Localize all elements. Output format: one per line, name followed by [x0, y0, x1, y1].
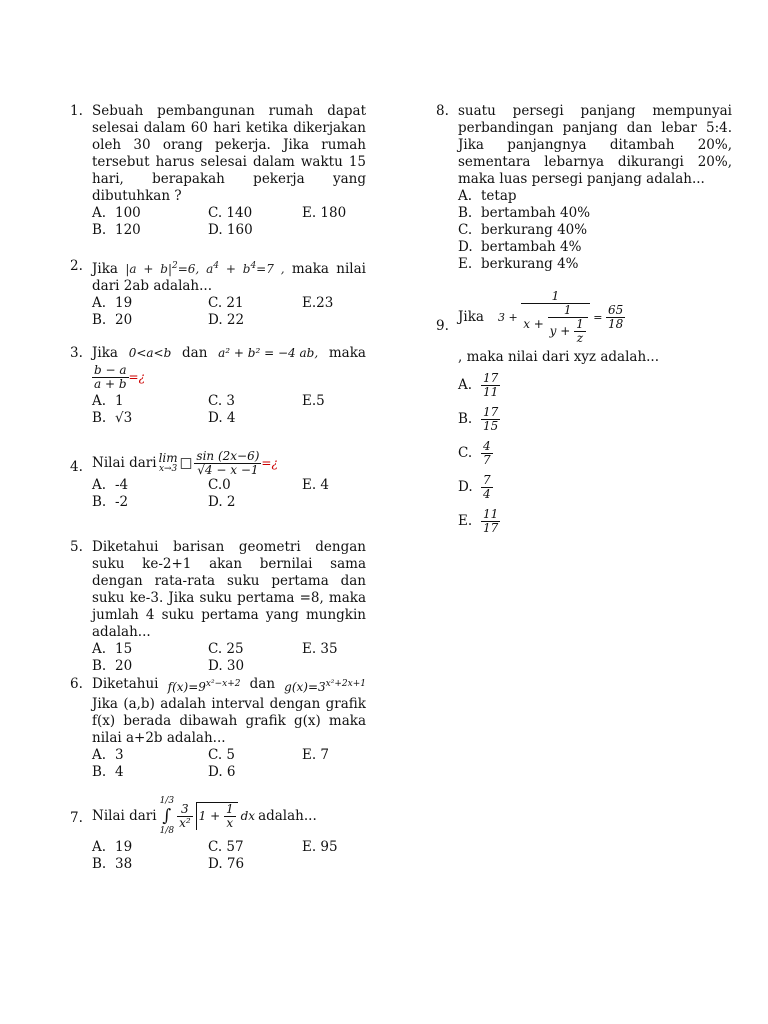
question-number: 3.	[70, 345, 83, 361]
text-fragment: D. 2	[208, 494, 236, 510]
text-fragment: Nilai dari	[92, 807, 157, 824]
options	[436, 368, 732, 538]
question-9	[436, 290, 732, 538]
text-fragment: 20	[115, 658, 133, 674]
text-fragment: 11	[483, 506, 499, 521]
question-text: suatu persegi panjang mempunyai perbandingan panjang dan lebar 5:4. Jika panjangnya ditambah 20%, sementara lebarnya dikurangi 20%, maka luas persegi panjang adalah...	[458, 103, 732, 187]
option-b: 120	[115, 222, 141, 238]
option-d: D. 160	[208, 222, 253, 238]
text-fragment: 1/3	[159, 796, 175, 806]
text-fragment: B.	[92, 494, 107, 510]
text-fragment: B.	[92, 410, 107, 426]
text-fragment: A.	[92, 477, 107, 493]
text-fragment: 18	[607, 317, 624, 331]
text-fragment: x→3	[158, 463, 178, 474]
text-fragment: 20	[115, 312, 133, 328]
text-fragment: B.	[92, 764, 107, 780]
question-2	[70, 258, 366, 329]
options	[70, 295, 366, 329]
text-fragment: tetap	[481, 188, 517, 204]
text-fragment: C.0	[208, 477, 231, 493]
text-fragment: a + b	[94, 377, 127, 391]
question-5	[70, 539, 366, 675]
text-fragment: D. 6	[208, 764, 236, 780]
text-fragment: maka	[328, 345, 366, 361]
text-fragment: bertambah 40%	[481, 205, 591, 221]
text-fragment: =¿	[128, 370, 146, 384]
text-fragment: b − a	[94, 363, 127, 377]
question-number: 4.	[70, 459, 83, 475]
text-fragment: E.	[458, 256, 473, 272]
text-fragment: E.5	[302, 393, 325, 409]
text-fragment: 7	[483, 472, 491, 487]
continued-fraction: 3 + 1 x + 1 y + $\frac{1}{z}$ = $\frac{65}{18}$	[497, 289, 624, 345]
text-fragment: A.	[458, 188, 473, 204]
text-fragment: 3	[177, 803, 193, 817]
options	[70, 747, 366, 781]
text-fragment: dan	[182, 345, 208, 361]
text-fragment: Jika	[92, 345, 118, 361]
text-fragment: 15	[115, 641, 133, 657]
question-number: 5.	[70, 539, 83, 555]
question-text	[92, 258, 366, 295]
text-fragment: C.	[458, 444, 473, 461]
question-number: 2.	[70, 258, 83, 274]
options	[436, 188, 732, 273]
text-fragment: C. 25	[208, 641, 244, 657]
text-fragment: C. 5	[208, 747, 236, 763]
text-fragment: Nilai dari	[92, 455, 157, 471]
text-fragment: C.	[458, 222, 473, 238]
text-fragment: 17	[483, 404, 499, 419]
fraction-expression	[92, 364, 366, 391]
question-text	[92, 676, 366, 696]
text-fragment: C. 21	[208, 295, 244, 311]
question-number: 8.	[436, 103, 449, 119]
text-fragment: A.	[92, 295, 107, 311]
question-6	[70, 676, 366, 781]
text-fragment: B.	[458, 205, 473, 221]
text-fragment: 3	[115, 747, 124, 763]
text-fragment: =6, a	[177, 262, 214, 276]
question-number: 9.	[436, 318, 449, 334]
text-fragment: 4	[115, 764, 124, 780]
text-fragment: 0<a<b	[128, 346, 172, 360]
question-number: 7.	[70, 810, 83, 826]
text-fragment: berkurang 40%	[481, 222, 588, 238]
question-text: Sebuah pembangunan rumah dapat selesai dalam 60 hari ketika dikerjakan oleh 30 orang pekerja. Jika rumah tersebut harus selesai dalam waktu 15 hari, berapakah pekerja yang dibutuhkan ?	[92, 103, 366, 204]
text-fragment: □	[179, 455, 193, 471]
text-fragment: 11	[483, 384, 499, 399]
option-c: C. 140	[208, 205, 253, 221]
text-fragment: lim	[158, 450, 178, 465]
option-label: B.	[92, 222, 107, 238]
text-fragment: bertambah 4%	[481, 239, 582, 255]
text-fragment: x²	[179, 815, 191, 830]
text-fragment: 17	[483, 370, 499, 385]
text-fragment: |a + b|	[125, 262, 172, 276]
text-fragment: + b	[218, 262, 251, 276]
question-text-2: Jika (a,b) adalah interval dengan grafik f(x) berada dibawah grafik g(x) maka nilai a+2b adalah...	[92, 696, 366, 746]
text-fragment: -2	[115, 494, 129, 510]
text-fragment: B.	[458, 410, 473, 427]
text-fragment: a² + b² = −4 ab,	[218, 346, 319, 360]
text-fragment: Jika	[92, 261, 118, 277]
text-fragment: C. 57	[208, 839, 244, 855]
text-fragment: E. 35	[302, 641, 338, 657]
text-fragment: ∫	[162, 806, 172, 826]
option-e: E. 180	[302, 205, 347, 221]
question-text	[458, 290, 732, 345]
text-fragment: 4	[250, 261, 257, 271]
text-fragment: 19	[115, 839, 133, 855]
text-fragment: E. 95	[302, 839, 338, 855]
text-fragment: A.	[92, 641, 107, 657]
text-fragment: D. 22	[208, 312, 245, 328]
options	[70, 641, 366, 675]
question-text	[92, 450, 366, 477]
text-fragment: sin (2x−6)	[196, 449, 260, 463]
question-1	[70, 103, 366, 239]
question-7	[70, 795, 366, 873]
question-3	[70, 345, 366, 427]
text-fragment: maka nilai dari 2ab adalah...	[92, 261, 366, 294]
text-fragment: 2	[172, 261, 178, 271]
text-fragment: Diketahui	[92, 676, 159, 692]
text-fragment: B.	[92, 658, 107, 674]
text-fragment: A.	[92, 393, 107, 409]
question-text	[92, 345, 366, 362]
text-fragment: x	[226, 816, 234, 830]
options	[70, 477, 366, 511]
options	[70, 393, 366, 427]
text-fragment: D. 76	[208, 856, 245, 872]
text-fragment: dan	[249, 676, 276, 692]
question-4	[70, 450, 366, 511]
text-fragment: 1	[115, 393, 124, 409]
text-fragment: C. 3	[208, 393, 236, 409]
text-fragment: dx	[240, 808, 256, 823]
text-fragment: f(x)=9	[167, 680, 206, 694]
text-fragment: adalah...	[258, 807, 317, 824]
text-fragment: √3	[115, 410, 133, 426]
question-number: 1.	[70, 103, 83, 119]
text-fragment: D. 4	[208, 410, 236, 426]
text-fragment: 7	[483, 452, 491, 467]
text-fragment: D. 30	[208, 658, 245, 674]
text-fragment: =¿	[261, 456, 278, 470]
text-fragment: g(x)=3	[284, 680, 326, 694]
text-fragment: x²−x+2	[205, 679, 241, 689]
text-fragment: √4 − x −1	[197, 463, 259, 477]
text-fragment: -4	[115, 477, 129, 493]
question-number: 6.	[70, 676, 83, 692]
text-fragment: E.	[458, 512, 473, 529]
question-8	[436, 103, 732, 273]
text-fragment: 4	[483, 486, 491, 501]
text-fragment: E.23	[302, 295, 334, 311]
option-label: A.	[92, 205, 107, 221]
text-fragment: berkurang 4%	[481, 256, 579, 272]
text-fragment: =7 ,	[256, 262, 285, 276]
text-fragment: E. 7	[302, 747, 330, 763]
question-text-2: , maka nilai dari xyz adalah...	[458, 349, 660, 365]
options	[70, 839, 366, 873]
text-fragment: 19	[115, 295, 133, 311]
text-fragment: 4	[213, 261, 219, 271]
text-fragment: 1	[225, 802, 234, 816]
option-a: 100	[115, 205, 141, 221]
text-fragment: x²+2x+1	[325, 679, 366, 689]
text-fragment: B.	[92, 856, 107, 872]
text-fragment: 65	[607, 303, 624, 317]
text-fragment: D.	[458, 478, 473, 495]
text-fragment: A.	[92, 839, 107, 855]
text-fragment: 17	[483, 520, 499, 535]
question-text: Nilai dari 1/3 ∫ 1/8 $\frac{3}{\text{x²}}$ 1 + $\frac{1}{x}$ dx adalah...	[92, 796, 317, 836]
question-text: Diketahui barisan geometri dengan suku ke-2+1 akan bernilai sama dengan rata-rata suku pertama dan suku ke-3. Jika suku pertama =8, maka jumlah 4 suku pertama yang mungkin adalah...	[92, 539, 366, 640]
text-fragment: A.	[458, 376, 473, 393]
options	[70, 205, 366, 239]
text-fragment: Jika	[458, 309, 484, 325]
text-fragment: 15	[483, 418, 499, 433]
text-fragment: A.	[92, 747, 107, 763]
text-fragment: 1/8	[159, 826, 175, 836]
text-fragment: 38	[115, 856, 133, 872]
text-fragment: D.	[458, 239, 473, 255]
text-fragment: 4	[483, 438, 491, 453]
text-fragment: B.	[92, 312, 107, 328]
text-fragment: E. 4	[302, 477, 330, 493]
